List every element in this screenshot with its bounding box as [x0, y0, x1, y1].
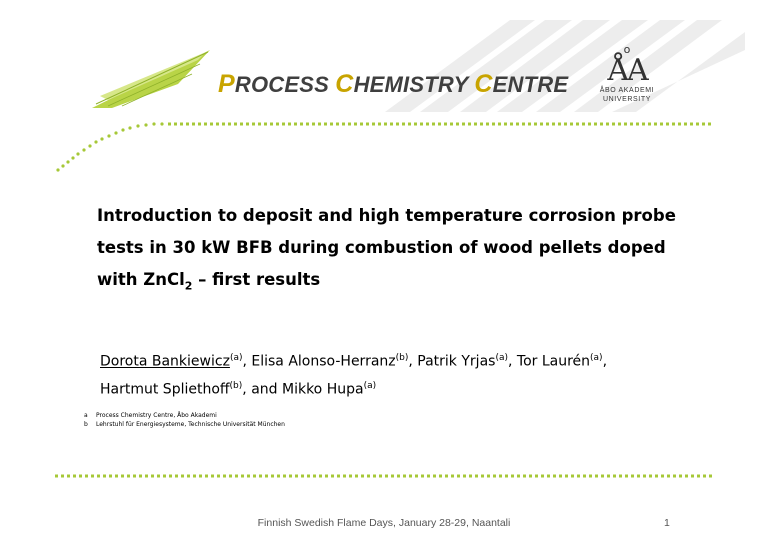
logo-letters: ÅA: [607, 53, 647, 88]
author-affiliation: (a): [229, 353, 243, 363]
logo-ring: o: [623, 43, 631, 56]
footer-event: Finnish Swedish Flame Days, January 28-29, Naantali: [257, 517, 511, 529]
logo-name-line1: ÅBO AKADEMI: [599, 87, 655, 94]
brand-cap-2: C: [335, 70, 354, 98]
affiliation-mark: a: [84, 412, 88, 419]
page-number: 1: [664, 517, 670, 529]
author-affiliation: (a): [495, 353, 508, 363]
author-name: Hartmut Spliethoff: [100, 381, 230, 398]
affiliation-text: Lehrstuhl für Energiesysteme, Technische Universität München: [96, 421, 285, 428]
affiliation-mark: b: [84, 421, 88, 428]
affiliation-b: [84, 421, 285, 428]
author-separator: ,: [408, 353, 418, 370]
logo-name-line2: UNIVERSITY: [602, 96, 651, 103]
slide-title: [97, 200, 697, 302]
author-name: Patrik Yrjas: [417, 353, 496, 370]
affiliation-text: Process Chemistry Centre, Åbo Akademi: [96, 412, 217, 419]
title-line-1: Introduction to deposit and high temperature corrosion probe: [97, 206, 676, 225]
author-name: Mikko Hupa: [282, 381, 364, 398]
author-separator: ,: [507, 353, 517, 370]
author-affiliation: (a): [590, 353, 603, 363]
brand-rest-2: HEMISTRY: [353, 72, 475, 97]
author-name: Tor Laurén: [516, 353, 591, 370]
brand-cap-1: P: [218, 70, 235, 98]
brand-cap-3: C: [474, 70, 493, 98]
title-line-2: tests in 30 kW BFB during combustion of wood pellets doped: [97, 238, 666, 257]
author-list: [100, 346, 720, 401]
affiliation-a: [84, 412, 217, 419]
author-separator: , and: [242, 381, 282, 398]
green-dotted-arc: [56, 122, 163, 171]
author-affiliation: (b): [395, 353, 409, 363]
author-affiliation: (b): [229, 380, 243, 391]
title-line-3-post: – first results: [192, 270, 321, 289]
brand-rest-3: ENTRE: [492, 72, 569, 97]
green-leaf-logo: [92, 50, 210, 108]
author-separator: ,: [242, 353, 252, 370]
title-line-3-pre: with ZnCl: [97, 270, 185, 289]
abo-akademi-logo: [596, 44, 658, 104]
process-chemistry-centre-wordmark: [218, 70, 568, 99]
author-separator: ,: [602, 353, 608, 370]
brand-rest-1: ROCESS: [234, 72, 336, 97]
author-name: Dorota Bankiewicz: [100, 353, 230, 370]
title-subscript: 2: [184, 279, 193, 293]
author-name: Elisa Alonso-Herranz: [251, 353, 396, 370]
title-line-3: [97, 264, 697, 302]
author-affiliation: (a): [363, 380, 377, 391]
